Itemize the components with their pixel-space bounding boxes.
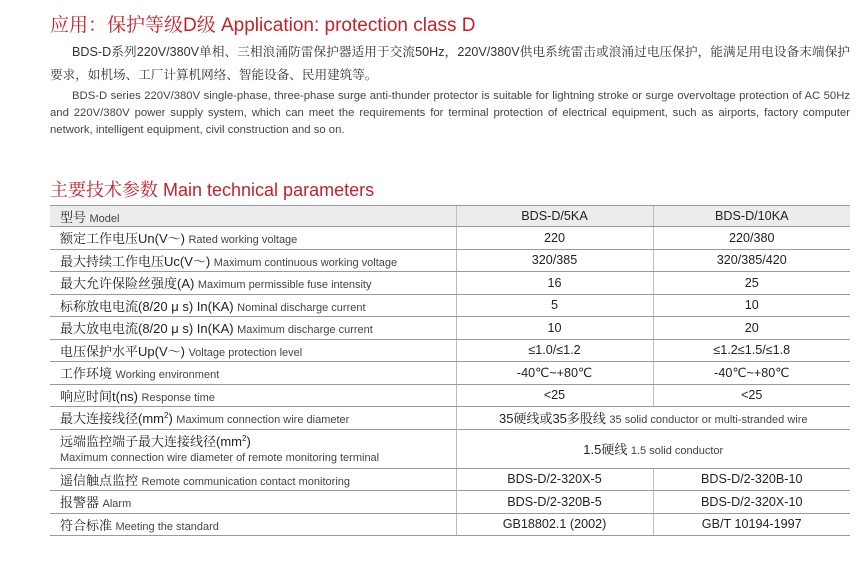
row-label-en: Rated working voltage [188,234,298,247]
table-row [50,339,850,362]
row-value-5ka: BDS-D/2-320X-5 [456,468,653,491]
row-label [50,513,456,536]
row-label [50,468,456,491]
table-row [50,513,850,536]
table-row [50,491,850,514]
row-label-en: Response time [141,391,215,404]
row-value-5ka: 5 [456,294,653,317]
row-label-cn-close: ) [246,434,251,450]
row-label [50,272,456,295]
row-label [50,339,456,362]
row-label-cn: 遥信触点监控 [60,472,139,488]
table-row [50,362,850,385]
row-label-cn: 标称放电电流(8/20 μ s) In(KA) [60,298,234,314]
application-heading: 应用：保护等级D级 Application: protection class D [50,15,476,36]
row-value-5ka: 16 [456,272,653,295]
superscript-2: 2 [242,434,247,444]
row-label [50,429,456,468]
row-label [50,294,456,317]
row-value-10ka: 220/380 [653,227,850,250]
row-value-10ka: 25 [653,272,850,295]
table-row [50,272,850,295]
row-label [50,384,456,407]
row-value-5ka: <25 [456,384,653,407]
row-label-cn-close: ) [168,411,173,427]
row-value-10ka: 20 [653,317,850,340]
table-row [50,317,850,340]
table-row [50,249,850,272]
row-value-10ka: ≤1.2≤1.5/≤1.8 [653,339,850,362]
application-paragraph-cn: BDS-D系列220V/380V单相、三相浪涌防雷保护器适用于交流50Hz，220V/380V供电系统雷击或浪涌过电压保护，能满足用电设备末端保护要求，如机场、工厂计算机网络、智能设备、民用建筑等。 [50,45,850,82]
application-paragraph-en: BDS-D series 220V/380V single-phase, three-phase surge anti-thunder protector is suitable for lightning stroke or surge overvoltage protection of AC 50Hz and 220V/380V power supply system, which can meet the requirements for terminal protection of electrical equipment, such as airports, factory computer network, intelligent equipment, civil construction and so on. [50,90,850,136]
table-row [50,468,850,491]
row-label [50,491,456,514]
row-label-cn: 电压保护水平Up(V～) [60,343,185,359]
row-label-en: Maximum connection wire diameter of remote monitoring terminal [60,451,380,464]
row-label-en: Maximum permissible fuse intensity [197,279,372,292]
row-label-en: Nominal discharge current [237,301,366,314]
row-value-5ka: GB18802.1 (2002) [456,513,653,536]
table-header-row [50,206,850,227]
table-row [50,227,850,250]
row-value-10ka: <25 [653,384,850,407]
row-value-10ka: -40℃~+80℃ [653,362,850,385]
row-label-en: Meeting the standard [115,520,219,533]
row-label-cn: 最大允许保险丝强度(A) [60,276,195,292]
row-label-cn: 报警器 [60,495,100,511]
row-label-cn: 额定工作电压Un(V～) [60,231,185,247]
header-col-5ka: BDS-D/5KA [456,206,653,227]
row-label-en: Alarm [102,498,132,511]
value-en: 1.5 solid conductor [630,445,724,457]
row-value-10ka: 10 [653,294,850,317]
row-label [50,227,456,250]
row-value-merged [456,407,850,430]
row-label-en: Working environment [115,369,220,382]
table-row [50,384,850,407]
row-value-10ka: 320/385/420 [653,249,850,272]
row-label-cn: 最大放电电流(8/20 μ s) In(KA) [60,321,234,337]
row-label-en: Maximum discharge current [237,324,373,337]
header-model-label [50,206,456,227]
row-label-cn: 最大持续工作电压Uc(V～) [60,253,211,269]
value-en: 35 solid conductor or multi-stranded wire [609,414,808,427]
header-col-10ka: BDS-D/10KA [653,206,850,227]
row-value-5ka: -40℃~+80℃ [456,362,653,385]
row-label-cn: 响应时间t(ns) [60,388,139,404]
header-label-cn: 型号 [60,209,87,225]
row-label-cn: 符合标准 [60,517,113,533]
table-row-remote-wire-diameter [50,429,850,468]
row-label-en: Voltage protection level [188,346,303,359]
row-label [50,317,456,340]
row-label-cn: 工作环境 [60,366,113,382]
parameters-table [50,205,850,536]
row-label-cn: 远端监控端子最大连接线径(mm [60,434,242,450]
table-row [50,294,850,317]
row-value-5ka: BDS-D/2-320B-5 [456,491,653,514]
superscript-2: 2 [164,411,169,421]
row-value-5ka: 220 [456,227,653,250]
value-cn: 35硬线或35多股线 [498,411,606,427]
row-value-merged [456,429,850,468]
row-value-10ka: GB/T 10194-1997 [653,513,850,536]
row-value-5ka: 10 [456,317,653,340]
row-label [50,362,456,385]
row-value-10ka: BDS-D/2-320X-10 [653,491,850,514]
row-value-5ka: ≤1.0/≤1.2 [456,339,653,362]
row-label-en: Maximum connection wire diameter [176,414,350,427]
row-value-5ka: 320/385 [456,249,653,272]
row-label-en: Remote communication contact monitoring [141,475,350,488]
params-heading: 主要技术参数 Main technical parameters [50,180,375,200]
row-label [50,407,456,430]
row-label-cn: 最大连接线径(mm [60,411,164,427]
row-value-10ka: BDS-D/2-320B-10 [653,468,850,491]
row-label-en: Maximum continuous working voltage [213,256,398,269]
row-label [50,249,456,272]
table-row-wire-diameter [50,407,850,430]
header-label-en: Model [89,212,120,225]
value-cn: 1.5硬线 [583,442,628,457]
